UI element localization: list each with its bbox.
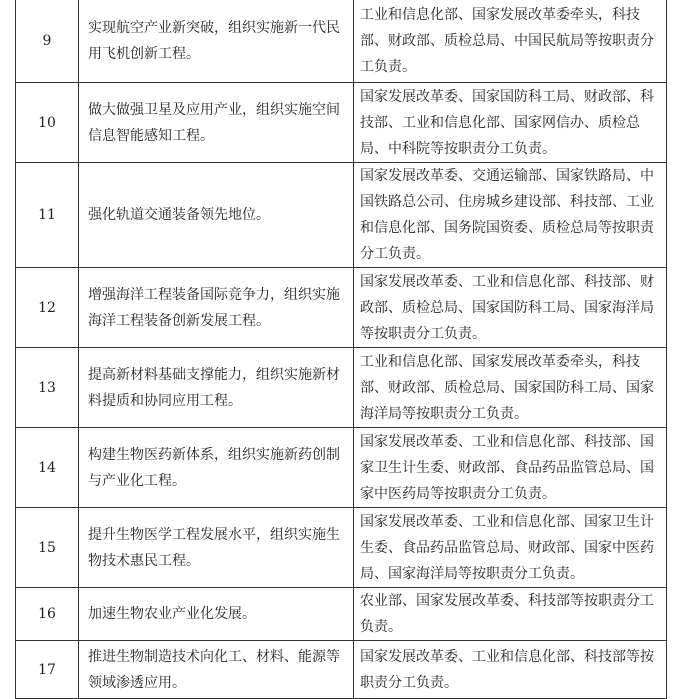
responsible-departments: 国家发展改革委、国家国防科工局、财政部、科技部、工业和信息化部、国家网信办、质检总局、中科院等按职责分工负责。 bbox=[354, 83, 667, 163]
row-number: 11 bbox=[16, 163, 79, 268]
table-row bbox=[16, 83, 667, 163]
row-number: 17 bbox=[16, 641, 79, 699]
responsible-departments: 工业和信息化部、国家发展改革委牵头，科技部、财政部、质检总局、国家国防科工局、国家海洋局等按职责分工负责。 bbox=[354, 348, 667, 428]
table-row bbox=[16, 428, 667, 508]
row-number: 16 bbox=[16, 588, 79, 641]
task-description: 做大做强卫星及应用产业，组织实施空间信息智能感知工程。 bbox=[79, 83, 354, 163]
row-number: 12 bbox=[16, 268, 79, 348]
table-row bbox=[16, 348, 667, 428]
row-number: 13 bbox=[16, 348, 79, 428]
task-description: 增强海洋工程装备国际竞争力，组织实施海洋工程装备创新发展工程。 bbox=[79, 268, 354, 348]
responsible-departments: 国家发展改革委、工业和信息化部、科技部等按职责分工负责。 bbox=[354, 641, 667, 699]
policy-task-table bbox=[15, 0, 667, 699]
responsible-departments: 工业和信息化部、国家发展改革委牵头，科技部、财政部、质检总局、中国民航局等按职责分工负责。 bbox=[354, 0, 667, 83]
responsible-departments: 国家发展改革委、交通运输部、国家铁路局、中国铁路总公司、住房城乡建设部、科技部、工业和信息化部、国务院国资委、质检总局等按职责分工负责。 bbox=[354, 163, 667, 268]
row-number: 9 bbox=[16, 0, 79, 83]
responsible-departments: 农业部、国家发展改革委、科技部等按职责分工负责。 bbox=[354, 588, 667, 641]
table-row bbox=[16, 588, 667, 641]
task-description: 实现航空产业新突破，组织实施新一代民用飞机创新工程。 bbox=[79, 0, 354, 83]
table-row bbox=[16, 641, 667, 699]
responsible-departments: 国家发展改革委、工业和信息化部、科技部、财政部、质检总局、国家国防科工局、国家海洋局等按职责分工负责。 bbox=[354, 268, 667, 348]
task-description: 强化轨道交通装备领先地位。 bbox=[79, 163, 354, 268]
row-number: 10 bbox=[16, 83, 79, 163]
table-row bbox=[16, 0, 667, 83]
task-description: 构建生物医药新体系，组织实施新药创制与产业化工程。 bbox=[79, 428, 354, 508]
task-description: 推进生物制造技术向化工、材料、能源等领域渗透应用。 bbox=[79, 641, 354, 699]
row-number: 14 bbox=[16, 428, 79, 508]
row-number: 15 bbox=[16, 508, 79, 588]
responsible-departments: 国家发展改革委、工业和信息化部、科技部、国家卫生计生委、财政部、食品药品监管总局、国家中医药局等按职责分工负责。 bbox=[354, 428, 667, 508]
table-row bbox=[16, 268, 667, 348]
task-description: 提高新材料基础支撑能力，组织实施新材料提质和协同应用工程。 bbox=[79, 348, 354, 428]
task-description: 加速生物农业产业化发展。 bbox=[79, 588, 354, 641]
table-row bbox=[16, 508, 667, 588]
responsible-departments: 国家发展改革委、工业和信息化部、国家卫生计生委、食品药品监管总局、财政部、国家中医药局、国家海洋局等按职责分工负责。 bbox=[354, 508, 667, 588]
table-row bbox=[16, 163, 667, 268]
task-description: 提升生物医学工程发展水平，组织实施生物技术惠民工程。 bbox=[79, 508, 354, 588]
